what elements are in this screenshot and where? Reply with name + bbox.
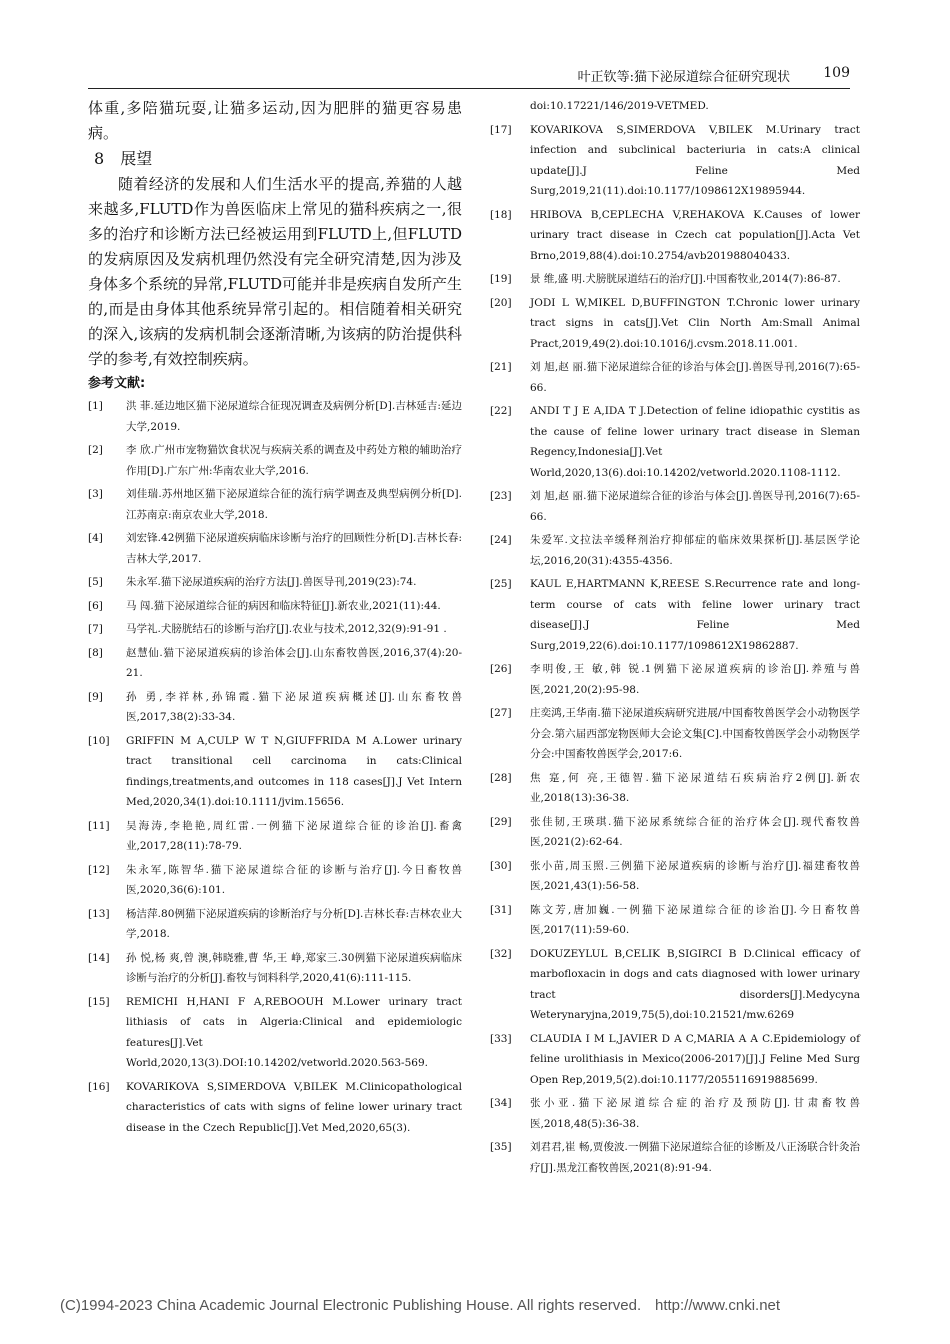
reference-text: ANDI T J E A,IDA T J.Detection of feline idiopathic cystitis as the cause of feline lower urinary tract disease in Sleman Regency,Indonesia[J].Vet World,2020,13(6).doi:10.14202/vetworld.2020.1108-1112. [530,405,860,479]
reference-item [490,659,860,700]
reference-item [490,530,860,571]
reference-number: [20] [490,296,512,309]
reference-number: [31] [490,903,512,916]
left-column [88,96,462,1141]
reference-text: 刘君君,崔 畅,贾俊波.一例猫下泌尿道综合征的诊断及八正汤联合针灸治疗[J].黑龙江畜牧兽医,2021(8):91-94. [530,1141,860,1174]
reference-text: 朱爱军.文拉法辛缓释剂治疗抑郁症的临床效果探析[J].基层医学论坛,2016,20(31):4355-4356. [530,534,860,567]
reference-item [88,731,462,813]
reference-item [88,948,462,989]
reference-text: 李 欣.广州市宠物猫饮食状况与疾病关系的调查及中药处方粮的辅助治疗作用[D].广东广州:华南农业大学,2016. [126,444,462,477]
reference-number: [5] [88,576,103,588]
reference-text: 马 闯.猫下泌尿道综合征的病因和临床特征[J].新农业,2021(11):44. [126,599,441,612]
reference-item [490,812,860,853]
reference-item [490,1093,860,1134]
reference-text: 孙 勇,李祥林,孙锦霞.猫下泌尿道疾病概述[J].山东畜牧兽医,2017,38(2):33-34. [126,690,462,723]
running-header [88,64,850,89]
outlook-paragraph: 随着经济的发展和人们生活水平的提高,养猫的人越来越多,FLUTD作为兽医临床上常见的猫科疾病之一,很多的治疗和诊断方法已经被运用到FLUTD上,但FLUTD的发病原因及发病机理仍然没有完全研究清楚,因为涉及身体多个系统的异常,FLUTD可能并非是疾病自发所产生的,而是由身体其他系统异常引起的。相信随着相关研究的深入,该病的发病机制会逐渐清晰,为该病的防治提供科学的参考,有效控制疾病。 [88,175,462,368]
reference-item [88,528,462,569]
reference-item [490,1029,860,1091]
reference-number: [2] [88,444,103,456]
reference-text: DOKUZEYLUL B,CELIK B,SIGIRCI B D.Clinical efficacy of marbofloxacin in dogs and cats diagnosed with lower urinary tract disorders[J].Medycyna Weterynaryjna,2019,75(5),doi:10.21521/mw.6269 [530,947,860,1021]
reference-item [490,944,860,1026]
reference-text: 焦 寔,何 亮,王德智.猫下泌尿道结石疾病治疗2例[J].新农业,2018(13):36-38. [530,771,860,804]
reference-number: [1] [88,400,103,412]
reference-text: KOVARIKOVA S,SIMERDOVA V,BILEK M.Urinary tract infection and subclinical bacteriuria in cats:A clinical update[J].J Feline Med Surg,2019,21(11).doi:10.1177/1098612X19895944. [530,123,860,197]
reference-list-right [490,96,860,1178]
reference-text: 刘宏锋.42例猫下泌尿道疾病临床诊断与治疗的回顾性分析[D].吉林长春:吉林大学,2017. [126,532,462,565]
reference-item [490,486,860,527]
reference-number: [13] [88,907,110,920]
reference-text: 刘 旭,赵 丽.猫下泌尿道综合征的诊治与体会[J].兽医导刊,2016(7):65-66. [530,490,860,523]
reference-number: [29] [490,815,512,828]
copyright-notice: (C)1994-2023 China Academic Journal Electronic Publishing House. All rights reserved. [60,1297,642,1314]
reference-text: 李明俊,王 敏,韩 锐.1例猫下泌尿道疾病的诊治[J].养殖与兽医,2021,20(2):95-98. [530,663,860,696]
reference-number: [7] [88,623,103,635]
header-title: 叶正钦等:猫下泌尿道综合征研究现状 [577,70,790,85]
reference-text: 刘佳瑞.苏州地区猫下泌尿道综合征的流行病学调查及典型病例分析[D].江苏南京:南京农业大学,2018. [126,488,462,521]
reference-number: [27] [490,707,512,719]
reference-number: [4] [88,532,103,544]
reference-number: [30] [490,859,512,872]
reference-text: 马学礼.犬膀胱结石的诊断与治疗[J].农业与技术,2012,32(9):91-91 . [126,623,447,635]
reference-text: 景 维,盛 明.犬膀胱尿道结石的治疗[J].中国畜牧业,2014(7):86-87. [530,273,841,285]
reference-number: [26] [490,663,512,675]
reference-number: [6] [88,599,103,612]
reference-text: 朱永军.猫下泌尿道疾病的治疗方法[J].兽医导刊,2019(23):74. [126,576,417,588]
continued-paragraph: 体重,多陪猫玩耍,让猫多运动,因为肥胖的猫更容易患病。 [88,99,462,142]
references-heading: 参考文献: [88,376,146,391]
reference-number: [12] [88,863,110,876]
footer [60,1297,781,1314]
reference-item [490,574,860,656]
reference-number: [14] [88,951,110,964]
reference-number: [9] [88,690,103,703]
reference-number: [21] [490,361,512,373]
reference-text: 张小苗,周玉照.三例猫下泌尿道疾病的诊断与治疗[J].福建畜牧兽医,2021,43(1):56-58. [530,859,860,892]
reference-item [490,96,860,117]
reference-text: REMICHI H,HANI F A,REBOOUH M.Lower urinary tract lithiasis of cats in Algeria:Clinical and epidemiologic features[J].Vet World,2020,13(3).DOI:10.14202/vetworld.2020.563-569. [126,995,462,1069]
reference-number: [16] [88,1080,110,1093]
reference-text: 吴海涛,李艳艳,周红雷.一例猫下泌尿道综合征的诊治[J].畜禽业,2017,28(11):78-79. [126,819,462,852]
reference-item [490,768,860,809]
reference-number: [35] [490,1141,512,1153]
reference-text: 朱永军,陈智华.猫下泌尿道综合征的诊断与治疗[J].今日畜牧兽医,2020,36(6):101. [126,863,462,896]
reference-item [490,120,860,202]
reference-number: [15] [88,995,110,1008]
reference-number: [19] [490,273,512,285]
reference-text: HRIBOVA B,CEPLECHA V,REHAKOVA K.Causes of lower urinary tract disease in Czech cat population[J].Acta Vet Brno,2019,88(4).doi:10.2754/avb201988040433. [530,208,860,262]
reference-item [490,269,860,290]
reference-item [88,643,462,684]
reference-text: 陈文芳,唐加巍.一例猫下泌尿道综合征的诊治[J].今日畜牧兽医,2017(11):59-60. [530,903,860,936]
reference-item [88,1077,462,1139]
reference-item [490,703,860,765]
reference-item [490,293,860,355]
reference-text: KAUL E,HARTMANN K,REESE S.Recurrence rate and long-term course of cats with feline lower urinary tract disease[J].J Feline Med Surg,2019,22(6).doi:10.1177/1098612X19862887. [530,578,860,652]
reference-number: [32] [490,947,512,960]
reference-item [88,396,462,437]
reference-text: 孙 悦,杨 爽,曾 澳,韩晓雅,曹 华,王 峥,郑家三.30例猫下泌尿道疾病临床诊断与治疗的分析[J].畜牧与饲料科学,2020,41(6):111-115. [126,951,462,984]
reference-item [490,401,860,483]
reference-number: [18] [490,208,512,221]
reference-list-left [88,396,462,1138]
reference-text: JODI L W,MIKEL D,BUFFINGTON T.Chronic lower urinary tract signs in cats[J].Vet Clin North Am:Small Animal Pract,2019,49(2).doi:10.1016/j.cvsm.2018.11.001. [530,296,860,350]
reference-number: [11] [88,819,110,832]
reference-item [88,572,462,593]
reference-text: 张佳韧,王瑛琪.猫下泌尿系统综合征的治疗体会[J].现代畜牧兽医,2021(2):62-64. [530,815,860,848]
reference-text: 庄奕鸿,王华南.猫下泌尿道疾病研究进展/中国畜牧兽医学会小动物医学分会.第六届西部宠物医师大会论文集[C].中国畜牧兽医学会小动物医学分会:中国畜牧兽医学会,2017:6. [530,707,860,760]
reference-number: [8] [88,646,103,659]
reference-item [490,1137,860,1178]
reference-number: [17] [490,123,512,136]
reference-item [88,687,462,728]
reference-text: KOVARIKOVA S,SIMERDOVA V,BILEK M.Clinicopathological characteristics of cats with signs of feline lower urinary tract disease in the Czech Republic[J].Vet Med,2020,65(3). [126,1080,462,1134]
reference-item [88,992,462,1074]
reference-number: [28] [490,771,512,784]
reference-number: [34] [490,1097,512,1109]
reference-item [490,205,860,267]
page-number: 109 [823,65,850,81]
reference-item [88,596,462,617]
reference-item [490,357,860,398]
reference-item [88,440,462,481]
reference-number: [24] [490,534,512,546]
reference-text: GRIFFIN M A,CULP W T N,GIUFFRIDA M A.Lower urinary tract transitional cell carcinoma in cats:Clinical findings,treatments,and outcomes in 118 cases[J].J Vet Intern Med,2020,34(1).doi:10.1111/jvim.15656. [126,734,462,808]
section-title: 展望 [120,149,153,168]
reference-number: [22] [490,405,512,417]
section-heading [88,146,462,172]
reference-text: 杨洁萍.80例猫下泌尿道疾病的诊断治疗与分析[D].吉林长春:吉林农业大学,2018. [126,907,462,940]
reference-item [88,816,462,857]
reference-text: doi:10.17221/146/2019-VETMED. [530,100,709,112]
reference-number: [23] [490,490,512,502]
reference-item [88,904,462,945]
right-column [490,96,860,1181]
reference-text: 刘 旭,赵 丽.猫下泌尿道综合征的诊治与体会[J].兽医导刊,2016(7):65-66. [530,361,860,394]
reference-text: 张小亚.猫下泌尿道综合症的治疗及预防[J].甘肃畜牧兽医,2018,48(5):36-38. [530,1097,860,1130]
reference-text: 洪 菲.延边地区猫下泌尿道综合征现况调查及病例分析[D].吉林延吉:延边大学,2019. [126,400,462,433]
reference-number: [33] [490,1032,512,1045]
reference-item [88,484,462,525]
reference-text: 赵慧仙.猫下泌尿道疾病的诊治体会[J].山东畜牧兽医,2016,37(4):20-21. [126,646,462,679]
reference-text: CLAUDIA I M L,JAVIER D A C,MARIA A A C.Epidemiology of feline urolithiasis in Mexico(2006-2017)[J].J Feline Med Surg Open Rep,2019,5(2).doi:10.1177/2055116919885699. [530,1032,860,1086]
reference-number: [25] [490,578,512,590]
section-number: 8 [94,149,105,168]
reference-item [88,619,462,640]
reference-item [490,900,860,941]
reference-number: [3] [88,488,103,500]
reference-number: [10] [88,734,110,747]
reference-item [490,856,860,897]
reference-item [88,860,462,901]
cnki-link[interactable]: http://www.cnki.net [655,1297,781,1314]
